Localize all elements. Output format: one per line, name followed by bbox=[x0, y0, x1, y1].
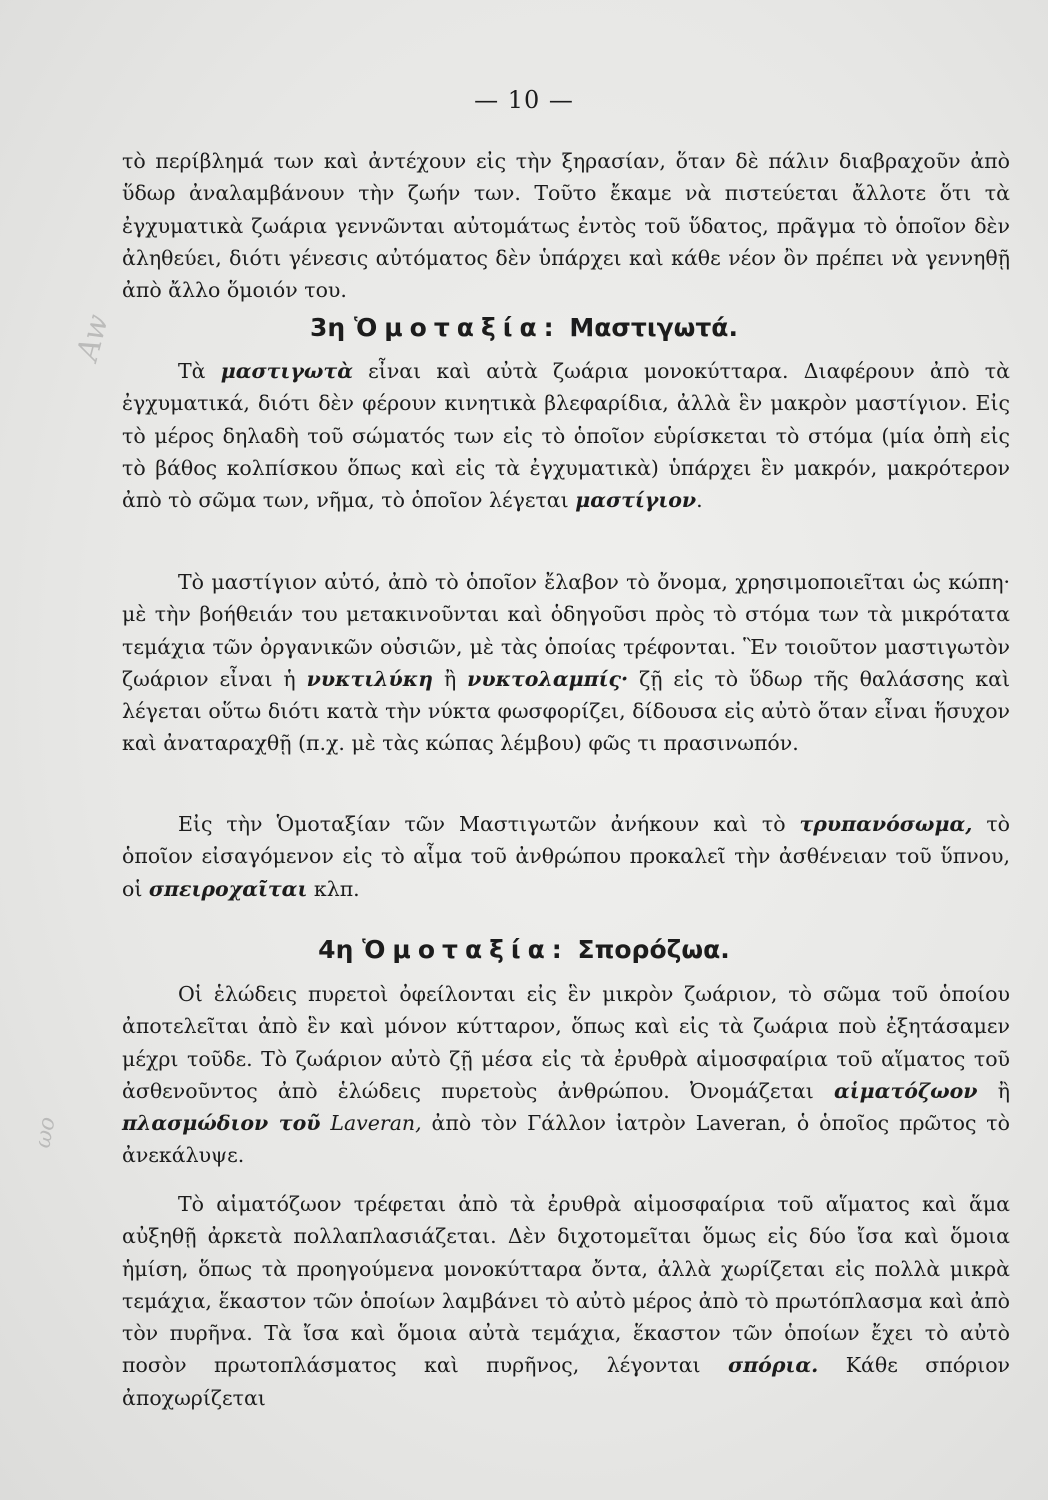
text-run: τὸ ὁποῖον εἰσαγόμενον εἰς τὸ αἷμα τοῦ ἀνθρώπου προκαλεῖ τὴν ἀσθένειαν τοῦ ὕπνου, οἱ bbox=[122, 812, 1011, 901]
term-nyktilyki: νυκτιλύκη bbox=[306, 666, 434, 691]
paragraph-text bbox=[122, 566, 1010, 760]
term-nyktolampis: νυκτολαμπίς· bbox=[467, 666, 629, 691]
heading-class-3 bbox=[0, 313, 1048, 342]
paragraph-4 bbox=[122, 808, 1010, 905]
text-run: Τὸ μαστίγιον αὐτό, ἀπὸ τὸ ὁποῖον ἔλαβον τὸ ὄνομα, χρησιμοποιεῖται ὡς κώπη· μὲ τὴν βοήθειάν του μετακινοῦνται καὶ ὁδηγοῦσι πρὸς τὸ στόμα των τὰ μικρότατα τεμάχια τῶν ὀργανικῶν οὐσιῶν, μὲ τὰς ὁποίας τρέφονται. Ἓν τοιοῦτον μαστιγωτὸν ζωάριον εἶναι ἡ bbox=[122, 570, 1010, 691]
paragraph-text bbox=[122, 978, 1010, 1172]
term-spirochaetes: σπειροχαῖται bbox=[148, 876, 308, 901]
term-plasmodium: πλασμώδιον τοῦ bbox=[122, 1111, 321, 1136]
heading-number: 4η bbox=[318, 935, 354, 964]
text-run: Τὸ αἱματόζωον τρέφεται ἀπὸ τὰ ἐρυθρὰ αἱμοσφαίρια τοῦ αἵματος καὶ ἅμα αὐξηθῇ ἀρκετὰ πολλαπλασιάζεται. Δὲν διχοτομεῖται ὅμως εἰς δύο ἴσα καὶ ὅμοια ἡμίση, ὅπως τὰ προηγούμενα μονοκύτταρα ὄντα, ἀλλὰ χωρίζεται εἰς πολλὰ μικρὰ τεμάχια, ἕκαστον τῶν ὁποίων λαμβάνει τὸ αὐτὸ μέρος ἀπὸ τὸ πρωτόπλασμα καὶ ἀπὸ τὸν πυρῆνα. Τὰ ἴσα καὶ ὅμοια αὐτὰ τεμάχια, ἕκαστον τῶν ὁποίων ἔχει τὸ αὐτὸ ποσὸν πρωτοπλάσματος καὶ πυρῆνος, λέγονται bbox=[122, 1192, 1010, 1378]
text-run: εἶναι καὶ αὐτὰ ζωάρια μονοκύτταρα. Διαφέρουν ἀπὸ τὰ ἐγχυματικά, διότι δὲν φέρουν κινητικὰ βλεφαρίδια, ἀλλὰ ἓν μακρὸν μαστίγιον. Εἰς τὸ μέρος δηλαδὴ τοῦ σώματός των εἰς τὸ ὁποῖον εὑρίσκεται τὸ στόμα (μία ὀπὴ εἰς τὸ βάθος κολπίσκου ὅπως καὶ εἰς τὰ ἐγχυματικὰ) ὑπάρχει ἓν μακρόν, μακρότερον ἀπὸ τὸ σῶμα των, νῆμα, τὸ ὁποῖον λέγεται bbox=[122, 359, 1010, 513]
page-number: — 10 — bbox=[474, 86, 574, 114]
heading-title: Σπορόζωα. bbox=[577, 935, 730, 964]
paragraph-text bbox=[122, 355, 1010, 516]
text-run: ἀπὸ τὸν Γάλλον ἰατρὸν Laveran, ὁ ὁποῖος πρῶτος τὸ ἀνεκάλυψε. bbox=[122, 1111, 1010, 1168]
paragraph-2 bbox=[122, 355, 1010, 516]
paragraph-1 bbox=[122, 145, 1010, 306]
paragraph-text bbox=[122, 808, 1010, 905]
text-run: Οἱ ἑλώδεις πυρετοὶ ὀφείλονται εἰς ἓν μικρὸν ζωάριον, τὸ σῶμα τοῦ ὁποίου ἀποτελεῖται ἀπὸ ἓν καὶ μόνον κύτταρον, ὅπως καὶ εἰς τὰ ζωάρια ποὺ ἐξητάσαμεν μέχρι τοῦδε. Τὸ ζωάριον αὐτὸ ζῇ μέσα εἰς τὰ ἐρυθρὰ αἱμοσφαίρια τοῦ αἵματος τοῦ ἀσθενοῦντος ἀπὸ ἑλώδεις πυρετοὺς ἀνθρώπου. Ὀνομάζεται bbox=[122, 982, 1010, 1103]
heading-number: 3η bbox=[310, 313, 346, 342]
term-haematozoon: αἱματόζωον bbox=[833, 1078, 978, 1103]
text-run: ἢ bbox=[433, 666, 468, 691]
heading-label: Ὁμοταξία: bbox=[362, 935, 569, 964]
text-run: Εἰς τὴν Ὁμοταξίαν τῶν Μαστιγωτῶν ἀνήκουν καὶ τὸ bbox=[178, 812, 800, 836]
margin-pencil-note: ωο bbox=[30, 1114, 61, 1151]
text-run: Τὰ bbox=[178, 359, 221, 383]
heading-class-4 bbox=[0, 935, 1048, 964]
term-sporia: σπόρια. bbox=[728, 1353, 819, 1378]
paragraph-3 bbox=[122, 566, 1010, 760]
heading-title: Μαστιγωτά. bbox=[569, 313, 738, 342]
paragraph-6 bbox=[122, 1188, 1010, 1414]
term-laveran: Laveran, bbox=[320, 1111, 422, 1136]
text-run: . bbox=[696, 488, 703, 513]
paragraph-5 bbox=[122, 978, 1010, 1172]
paragraph-text bbox=[122, 1188, 1010, 1414]
text-run: κλπ. bbox=[307, 876, 360, 901]
margin-pencil-note: Aw bbox=[70, 310, 116, 365]
text-run: Κάθε σπόριον ἀποχωρίζεται bbox=[122, 1353, 1010, 1410]
paragraph-text: τὸ περίβλημά των καὶ ἀντέχουν εἰς τὴν ξηρασίαν, ὅταν δὲ πάλιν διαβραχοῦν ἀπὸ ὕδωρ ἀναλαμβάνουν τὴν ζωήν των. Τοῦτο ἔκαμε νὰ πιστεύεται ἄλλοτε ὅτι τὰ ἐγχυματικὰ ζωάρια γεννῶνται αὐτομάτως ἐντὸς τοῦ ὕδατος, πρᾶγμα τὸ ὁποῖον δὲν ἀληθεύει, διότι γένεσις αὐτόματος δὲν ὑπάρχει καὶ κάθε νέον ὂν πρέπει νὰ γεννηθῇ ἀπὸ ἄλλο ὅμοιόν του. bbox=[122, 149, 1010, 303]
term-trypanosoma: τρυπανόσωμα, bbox=[799, 812, 973, 836]
text-run: ἢ bbox=[977, 1078, 1010, 1103]
term-mastigion: μαστίγιον bbox=[575, 488, 697, 513]
heading-label: Ὁμοταξία: bbox=[353, 313, 561, 342]
term-mastigota: μαστιγωτὰ bbox=[220, 359, 353, 383]
text-run: ζῇ εἰς τὸ ὕδωρ τῆς θαλάσσης καὶ λέγεται οὕτω διότι κατὰ τὴν νύκτα φωσφορίζει, δίδουσα εἰς αὐτὸ ὅταν εἶναι ἥσυχον καὶ ἀναταραχθῇ (π.χ. μὲ τὰς κώπας λέμβου) φῶς τι πρασινωπόν. bbox=[122, 666, 1010, 756]
